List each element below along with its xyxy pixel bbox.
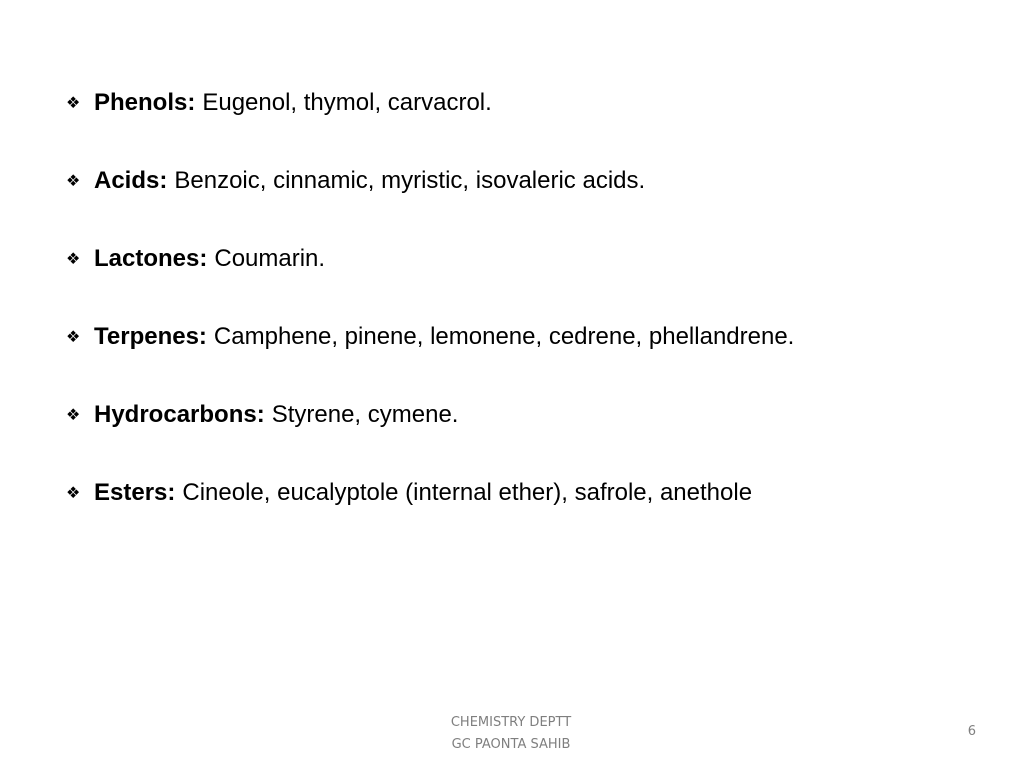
bullet-list — [66, 64, 794, 532]
diamond-bullet-icon: ❖ — [66, 405, 81, 424]
footer — [400, 712, 622, 756]
diamond-bullet-icon: ❖ — [66, 327, 81, 346]
bullet-text: Cineole, eucalyptole (internal ether), safrole, anethole — [182, 479, 753, 506]
bullet-term: Terpenes: — [94, 323, 207, 350]
diamond-bullet-icon: ❖ — [66, 483, 81, 502]
bullet-term: Lactones: — [94, 245, 208, 272]
bullet-term: Hydrocarbons: — [94, 401, 265, 428]
bullet-item-hydrocarbons — [66, 376, 794, 454]
bullet-item-esters — [66, 454, 794, 532]
bullet-item-acids — [66, 142, 794, 220]
bullet-item-phenols — [66, 64, 794, 142]
bullet-term: Esters: — [94, 479, 176, 506]
bullet-term: Phenols: — [94, 89, 196, 116]
bullet-text: Styrene, cymene. — [271, 401, 459, 428]
diamond-bullet-icon: ❖ — [66, 249, 81, 268]
diamond-bullet-icon: ❖ — [66, 93, 81, 112]
bullet-text: Eugenol, thymol, carvacrol. — [202, 89, 492, 116]
diamond-bullet-icon: ❖ — [66, 171, 81, 190]
bullet-term: Acids: — [94, 167, 168, 194]
bullet-item-terpenes — [66, 298, 794, 376]
bullet-item-lactones — [66, 220, 794, 298]
page-number: 6 — [967, 724, 976, 739]
bullet-text: Benzoic, cinnamic, myristic, isovaleric acids. — [174, 167, 646, 194]
bullet-text: Camphene, pinene, lemonene, cedrene, phellandrene. — [213, 323, 795, 350]
bullet-text: Coumarin. — [214, 245, 326, 272]
footer-department: CHEMISTRY DEPTT — [450, 715, 572, 730]
footer-college: GC PAONTA SAHIB — [451, 737, 571, 752]
